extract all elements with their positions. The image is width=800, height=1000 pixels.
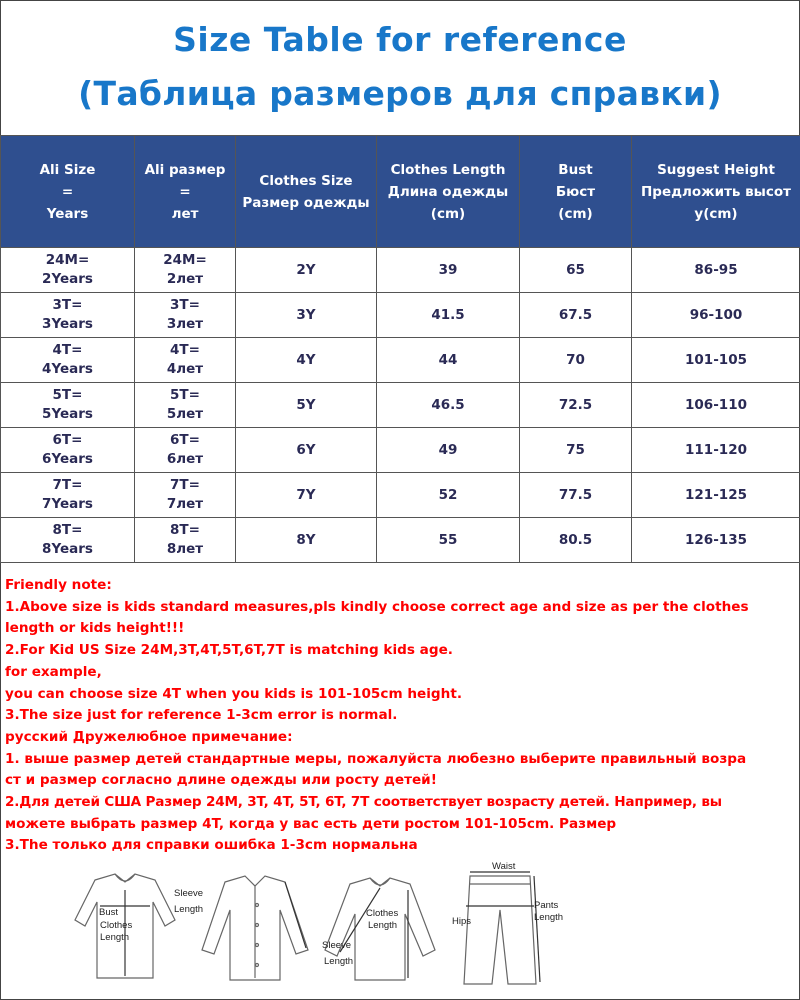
label-length: Length	[100, 932, 130, 943]
cell-ali-razmer	[135, 428, 236, 473]
table-row	[1, 293, 800, 338]
cell-line: 3лет	[166, 316, 204, 332]
note-line: 1. выше размер детей стандартные меры, пожалуйста любезно выберите правильный возра	[5, 750, 747, 767]
cell-ali-size	[1, 248, 135, 293]
cell-bust: 72.5	[520, 383, 632, 428]
label-bust: Bust	[99, 907, 119, 918]
cell-clothes-length: 55	[377, 518, 520, 563]
header-line: у(cm)	[694, 205, 738, 222]
header-line: (cm)	[430, 205, 466, 222]
title-english: Size Table for reference	[173, 20, 627, 59]
cell-line: 6T=	[52, 432, 83, 448]
cell-clothes-length: 44	[377, 338, 520, 383]
cell-clothes-size: 3Y	[236, 293, 377, 338]
cell-height: 121-125	[632, 473, 800, 518]
cell-clothes-length: 52	[377, 473, 520, 518]
header-line: Years	[46, 205, 89, 222]
label-hips: Hips	[452, 916, 472, 927]
cell-line: 24M=	[163, 252, 207, 268]
table-row	[1, 428, 800, 473]
cell-line: 5T=	[170, 387, 200, 403]
note-line: ст и размер согласно длине одежды или росту детей!	[5, 772, 437, 789]
cell-line: 4T=	[52, 342, 83, 358]
cell-bust: 75	[520, 428, 632, 473]
header-suggest-height	[632, 136, 800, 248]
cell-clothes-size: 7Y	[236, 473, 377, 518]
cell-line: 5T=	[52, 387, 83, 403]
table-header-row	[1, 136, 800, 248]
header-line: =	[179, 183, 191, 200]
cell-ali-size	[1, 293, 135, 338]
header-line: Длина одежды	[387, 183, 509, 200]
header-clothes-length	[377, 136, 520, 248]
header-line: Bust	[558, 161, 593, 178]
cell-line: 5лет	[166, 406, 204, 422]
cell-line: 4T=	[170, 342, 200, 358]
cell-height: 86-95	[632, 248, 800, 293]
note-line: 3.The только для справки ошибка 1-3cm нормальна	[5, 837, 418, 854]
cell-ali-razmer	[135, 293, 236, 338]
label-pants: Pants	[534, 900, 559, 911]
title-russian: (Таблица размеров для справки)	[78, 74, 722, 113]
cell-clothes-length: 41.5	[377, 293, 520, 338]
header-line: Бюст	[555, 183, 596, 200]
cell-clothes-size: 2Y	[236, 248, 377, 293]
measurement-diagrams	[40, 860, 580, 990]
table-row	[1, 473, 800, 518]
table-row	[1, 518, 800, 563]
cell-line: 2лет	[166, 271, 204, 287]
cell-line: 3T=	[170, 297, 200, 313]
cell-line: 6Years	[42, 451, 93, 467]
header-line: Ali Size	[39, 161, 96, 178]
note-line: 2.For Kid US Size 24M,3T,4T,5T,6T,7T is matching kids age.	[5, 642, 453, 659]
label-sleeve-length-2: Length	[324, 956, 354, 967]
cell-ali-razmer	[135, 383, 236, 428]
cell-ali-size	[1, 518, 135, 563]
label-sleeve-2: Sleeve	[322, 940, 352, 951]
note-line: length or kids height!!!	[5, 620, 185, 637]
note-line: 1.Above size is kids standard measures,pls kindly choose correct age and size as per the clothes	[5, 598, 749, 615]
cell-bust: 65	[520, 248, 632, 293]
header-line: Ali размер	[144, 161, 226, 178]
note-line: Friendly note:	[5, 577, 112, 593]
cell-ali-razmer	[135, 518, 236, 563]
cell-bust: 67.5	[520, 293, 632, 338]
header-line: лет	[171, 205, 199, 222]
cell-clothes-length: 49	[377, 428, 520, 473]
cell-ali-size	[1, 428, 135, 473]
table-row	[1, 338, 800, 383]
label-clothes: Clothes	[100, 920, 133, 931]
cell-bust: 80.5	[520, 518, 632, 563]
cell-ali-razmer	[135, 248, 236, 293]
cell-bust: 77.5	[520, 473, 632, 518]
cell-clothes-size: 6Y	[236, 428, 377, 473]
label-sleeve-length: Length	[174, 904, 204, 915]
cell-line: 7лет	[166, 496, 204, 512]
header-line: =	[61, 183, 74, 200]
cell-line: 6лет	[166, 451, 204, 467]
cell-ali-razmer	[135, 338, 236, 383]
table-row	[1, 383, 800, 428]
shirt-sleeve-diagram	[202, 876, 308, 980]
cell-clothes-length: 46.5	[377, 383, 520, 428]
cell-line: 8T=	[170, 522, 200, 538]
cell-line: 4лет	[166, 361, 204, 377]
cell-clothes-size: 5Y	[236, 383, 377, 428]
header-line: Предложить высот	[641, 183, 791, 200]
note-line: 3.The size just for reference 1-3cm error is normal.	[5, 707, 398, 724]
header-line: Clothes Size	[259, 172, 353, 189]
note-line: можете выбрать размер 4T, когда у вас есть дети ростом 101-105cm. Размер	[5, 815, 617, 832]
label-pants-length: Length	[534, 912, 564, 923]
cell-line: 2Years	[42, 271, 93, 287]
header-bust	[520, 136, 632, 248]
label-waist: Waist	[492, 861, 516, 872]
page-title	[0, 0, 800, 135]
label-sleeve: Sleeve	[174, 888, 204, 899]
cell-line: 6T=	[170, 432, 200, 448]
header-clothes-size	[236, 136, 377, 248]
note-line: русский Дружелюбное примечание:	[5, 728, 293, 745]
cell-ali-size	[1, 383, 135, 428]
cell-height: 126-135	[632, 518, 800, 563]
cell-clothes-size: 4Y	[236, 338, 377, 383]
header-line: Clothes Length	[390, 161, 506, 178]
label-clothes-2: Clothes	[366, 908, 399, 919]
cell-line: 7T=	[170, 477, 200, 493]
header-ali-size	[1, 136, 135, 248]
cell-clothes-size: 8Y	[236, 518, 377, 563]
header-line: (cm)	[558, 205, 593, 222]
cell-line: 4Years	[42, 361, 93, 377]
table-row	[1, 248, 800, 293]
cell-line: 7T=	[52, 477, 83, 493]
cell-ali-size	[1, 473, 135, 518]
cell-line: 8T=	[52, 522, 83, 538]
cell-line: 8Years	[42, 541, 93, 557]
cell-height: 101-105	[632, 338, 800, 383]
cell-ali-razmer	[135, 473, 236, 518]
note-line: you can choose size 4T when you kids is 101-105cm height.	[5, 685, 462, 702]
label-length-2: Length	[368, 920, 398, 931]
cell-line: 3Years	[42, 316, 93, 332]
header-line: Suggest Height	[657, 161, 775, 178]
size-table	[0, 135, 800, 563]
friendly-note	[0, 571, 800, 861]
header-ali-razmer	[135, 136, 236, 248]
cell-line: 7Years	[42, 496, 93, 512]
note-line: 2.Для детей США Размер 24M, 3T, 4T, 5T, 6T, 7T соответствует возрасту детей. Например, вы	[5, 794, 722, 811]
cell-line: 3T=	[52, 297, 83, 313]
pants-diagram	[464, 872, 540, 984]
cell-ali-size	[1, 338, 135, 383]
header-line: Размер одежды	[242, 194, 370, 211]
cell-line: 5Years	[42, 406, 93, 422]
cell-height: 111-120	[632, 428, 800, 473]
cell-line: 8лет	[166, 541, 204, 557]
cell-height: 96-100	[632, 293, 800, 338]
cell-clothes-length: 39	[377, 248, 520, 293]
cell-height: 106-110	[632, 383, 800, 428]
cell-line: 24M=	[45, 252, 90, 268]
note-line: for example,	[5, 663, 102, 680]
cell-bust: 70	[520, 338, 632, 383]
